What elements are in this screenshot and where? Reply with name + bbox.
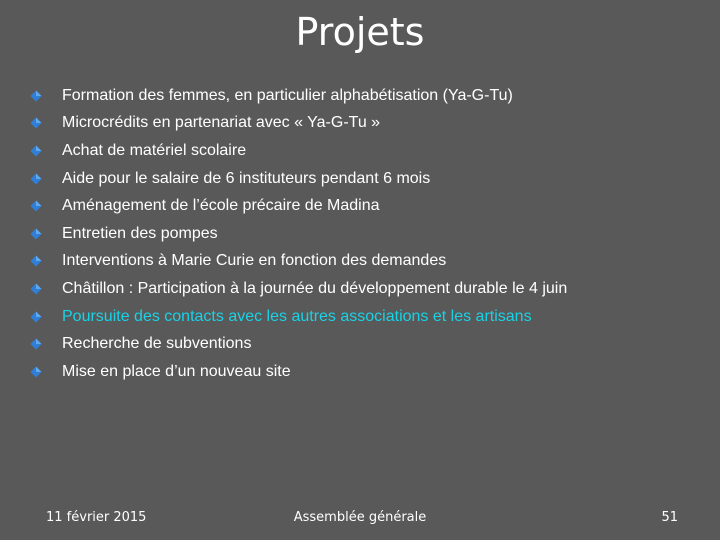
bullet-item bbox=[30, 137, 710, 165]
bullet-item bbox=[30, 165, 710, 193]
bullet-text: Mise en place d’un nouveau site bbox=[62, 362, 291, 380]
bullet-item bbox=[30, 275, 710, 303]
bullet-text: Châtillon : Participation à la journée du développement durable le 4 juin bbox=[62, 279, 568, 297]
bullet-item-highlighted bbox=[30, 303, 710, 331]
diamond-bullet-icon bbox=[30, 283, 42, 295]
bullet-text: Recherche de subventions bbox=[62, 335, 252, 353]
bullet-item bbox=[30, 110, 710, 138]
diamond-bullet-icon bbox=[30, 255, 42, 267]
bullet-text: Entretien des pompes bbox=[62, 224, 218, 242]
bullet-text: Poursuite des contacts avec les autres associations et les artisans bbox=[62, 307, 532, 325]
bullet-item bbox=[30, 248, 710, 276]
bullet-item bbox=[30, 358, 710, 386]
bullet-text: Microcrédits en partenariat avec « Ya-G-Tu » bbox=[62, 114, 381, 132]
bullet-text: Formation des femmes, en particulier alphabétisation (Ya-G-Tu) bbox=[62, 86, 513, 104]
diamond-bullet-icon bbox=[30, 90, 42, 102]
bullet-item bbox=[30, 192, 710, 220]
footer-date: 11 février 2015 bbox=[46, 510, 147, 525]
bullet-item bbox=[30, 220, 710, 248]
bullet-text: Interventions à Marie Curie en fonction des demandes bbox=[62, 252, 447, 270]
diamond-bullet-icon bbox=[30, 117, 42, 129]
bullet-text: Aide pour le salaire de 6 instituteurs pendant 6 mois bbox=[62, 169, 431, 187]
bullet-text: Aménagement de l’école précaire de Madina bbox=[62, 197, 380, 215]
bullet-item bbox=[30, 330, 710, 358]
diamond-bullet-icon bbox=[30, 145, 42, 157]
bullet-item bbox=[30, 82, 710, 110]
bullet-text: Achat de matériel scolaire bbox=[62, 141, 247, 159]
footer-page-number: 51 bbox=[661, 510, 678, 525]
diamond-bullet-icon bbox=[30, 311, 42, 323]
diamond-bullet-icon bbox=[30, 200, 42, 212]
diamond-bullet-icon bbox=[30, 338, 42, 350]
diamond-bullet-icon bbox=[30, 366, 42, 378]
bullet-list bbox=[30, 82, 710, 386]
slide-title: Projets bbox=[295, 10, 425, 54]
diamond-bullet-icon bbox=[30, 173, 42, 185]
footer-title: Assemblée générale bbox=[293, 510, 427, 525]
diamond-bullet-icon bbox=[30, 228, 42, 240]
